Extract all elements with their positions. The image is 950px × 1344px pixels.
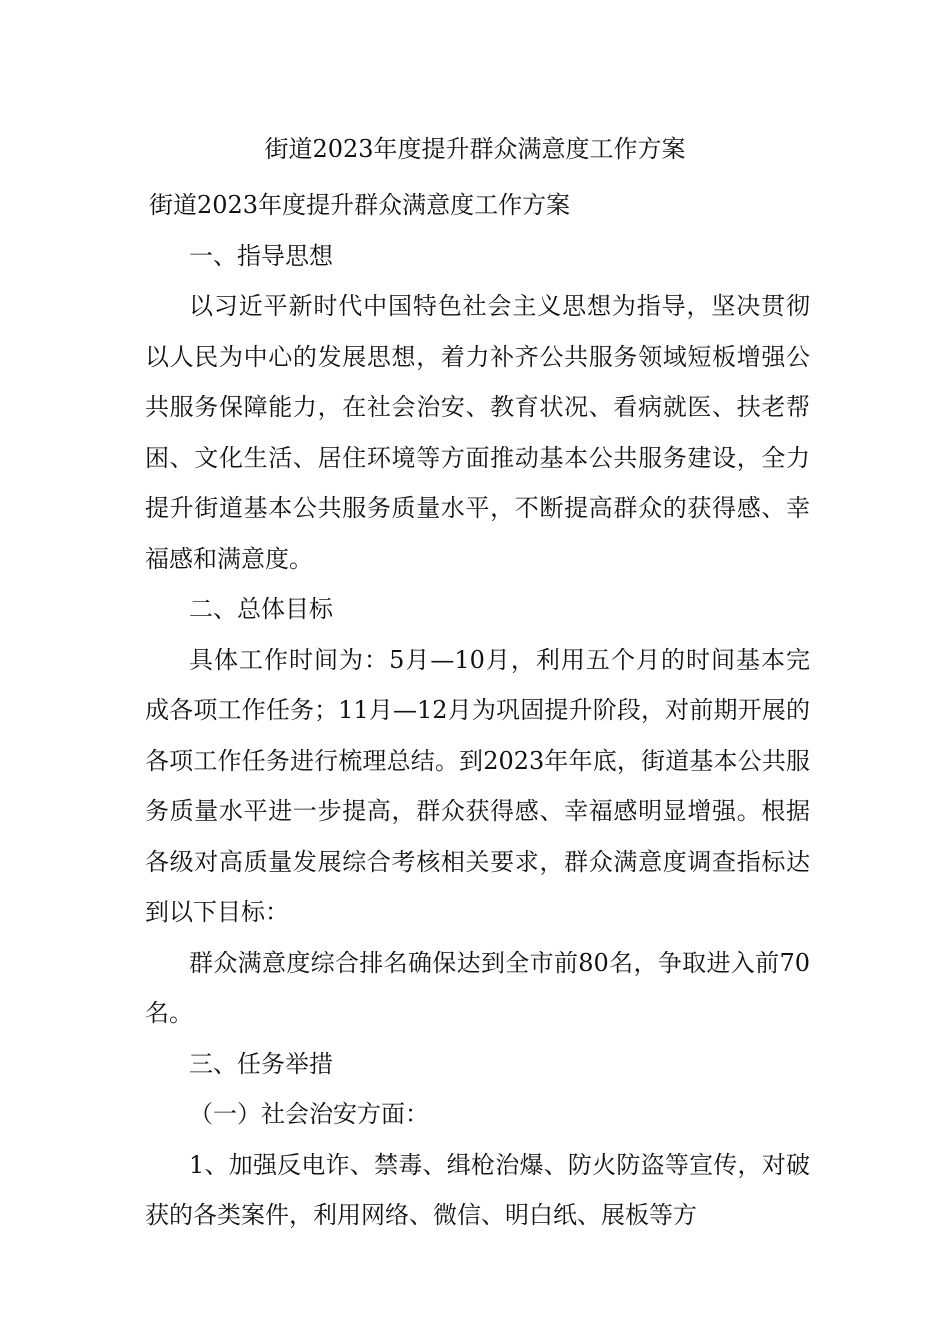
document-title: 街道2023年度提升群众满意度工作方案 — [264, 135, 686, 163]
section-heading-guiding-thought: 一、指导思想 — [189, 241, 333, 270]
subsection-heading-public-security: （一）社会治安方面： — [189, 1100, 429, 1128]
paragraph-ranking-target: 群众满意度综合排名确保达到全市前80名，争取进入前70名。 — [145, 948, 810, 1027]
document-body — [145, 180, 810, 1241]
section-heading-overall-goal: 二、总体目标 — [189, 595, 333, 623]
paragraph-item-1: 1、加强反电诈、禁毒、缉枪治爆、防火防盗等宣传，对破获的各类案件，利用网络、微信、明白纸、展板等方 — [145, 1150, 810, 1229]
document-subtitle: 街道2023年度提升群众满意度工作方案 — [149, 191, 571, 219]
paragraph-guiding-thought: 以习近平新时代中国特色社会主义思想为指导，坚决贯彻以人民为中心的发展思想，着力补齐公共服务领域短板增强公共服务保障能力，在社会治安、教育状况、看病就医、扶老帮困、文化生活、居住环境等方面推动基本公共服务建设，全力提升街道基本公共服务质量水平，不断提高群众的获得感、幸福感和满意度。 — [145, 292, 810, 573]
paragraph-overall-goal: 具体工作时间为：5月—10月，利用五个月的时间基本完成各项工作任务；11月—12月为巩固提升阶段，对前期开展的各项工作任务进行梳理总结。到2023年年底，街道基本公共服务质量水平进一步提高，群众获得感、幸福感明显增强。根据各级对高质量发展综合考核相关要求，群众满意度调查指标达到以下目标： — [145, 645, 810, 926]
section-heading-task-measures: 三、任务举措 — [189, 1049, 333, 1078]
